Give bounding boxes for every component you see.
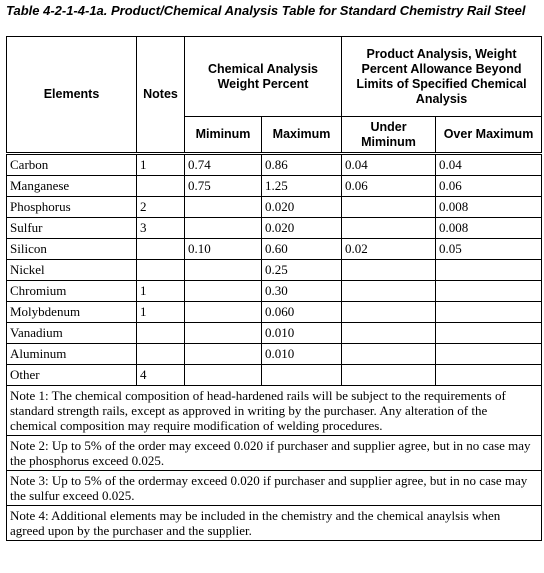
under-minimum-cell [342, 344, 436, 365]
table-row [7, 365, 542, 386]
note-cell: 2 [137, 197, 185, 218]
over-maximum-cell: 0.05 [436, 239, 542, 260]
note-cell: 4 [137, 365, 185, 386]
under-minimum-cell [342, 218, 436, 239]
note-4-text: Note 4: Additional elements may be included in the chemistry and the chemical anaylsis when agreed upon by the purchaser and the supplier. [7, 506, 542, 541]
header-notes: Notes [137, 37, 185, 154]
minimum-cell [185, 302, 262, 323]
under-minimum-cell [342, 197, 436, 218]
header-maximum: Maximum [262, 117, 342, 154]
over-maximum-cell [436, 323, 542, 344]
chemical-analysis-table [6, 36, 542, 541]
over-maximum-cell [436, 344, 542, 365]
element-cell: Sulfur [7, 218, 137, 239]
note-row [7, 506, 542, 541]
note-row [7, 471, 542, 506]
element-cell: Manganese [7, 176, 137, 197]
maximum-cell: 0.020 [262, 218, 342, 239]
note-cell [137, 323, 185, 344]
under-minimum-cell [342, 323, 436, 344]
table-row [7, 323, 542, 344]
minimum-cell: 0.75 [185, 176, 262, 197]
minimum-cell [185, 281, 262, 302]
table-row [7, 344, 542, 365]
maximum-cell: 0.020 [262, 197, 342, 218]
maximum-cell: 0.25 [262, 260, 342, 281]
maximum-cell: 0.010 [262, 344, 342, 365]
minimum-cell [185, 197, 262, 218]
note-1-text: Note 1: The chemical composition of head-hardened rails will be subject to the requirements of standard strength rails, except as approved in writing by the purchaser. Any alteration of the chemical composition may require modification of welding procedures. [7, 386, 542, 436]
over-maximum-cell [436, 302, 542, 323]
under-minimum-cell [342, 365, 436, 386]
table-row [7, 218, 542, 239]
under-minimum-cell: 0.02 [342, 239, 436, 260]
note-cell: 3 [137, 218, 185, 239]
element-cell: Carbon [7, 154, 137, 176]
note-cell [137, 239, 185, 260]
note-cell: 1 [137, 281, 185, 302]
maximum-cell: 0.86 [262, 154, 342, 176]
under-minimum-cell [342, 302, 436, 323]
under-minimum-cell: 0.06 [342, 176, 436, 197]
element-cell: Vanadium [7, 323, 137, 344]
header-chemical-analysis: Chemical Analysis Weight Percent [185, 37, 342, 117]
note-cell: 1 [137, 154, 185, 176]
minimum-cell [185, 323, 262, 344]
maximum-cell: 0.010 [262, 323, 342, 344]
minimum-cell: 0.74 [185, 154, 262, 176]
element-cell: Other [7, 365, 137, 386]
maximum-cell: 0.60 [262, 239, 342, 260]
over-maximum-cell: 0.008 [436, 197, 542, 218]
header-product-analysis: Product Analysis, Weight Percent Allowance Beyond Limits of Specified Chemical Analysis [342, 37, 542, 117]
over-maximum-cell: 0.008 [436, 218, 542, 239]
table-row [7, 154, 542, 176]
over-maximum-cell [436, 260, 542, 281]
minimum-cell [185, 365, 262, 386]
note-3-text: Note 3: Up to 5% of the ordermay exceed 0.020 if purchaser and supplier agree, but in no case may the sulfur exceed 0.025. [7, 471, 542, 506]
note-cell [137, 176, 185, 197]
note-row [7, 386, 542, 436]
minimum-cell [185, 344, 262, 365]
element-cell: Chromium [7, 281, 137, 302]
over-maximum-cell: 0.04 [436, 154, 542, 176]
over-maximum-cell [436, 281, 542, 302]
under-minimum-cell: 0.04 [342, 154, 436, 176]
note-row [7, 436, 542, 471]
header-elements: Elements [7, 37, 137, 154]
minimum-cell: 0.10 [185, 239, 262, 260]
header-minimum: Miminum [185, 117, 262, 154]
element-cell: Molybdenum [7, 302, 137, 323]
table-row [7, 239, 542, 260]
minimum-cell [185, 260, 262, 281]
note-cell [137, 260, 185, 281]
table-row [7, 197, 542, 218]
under-minimum-cell [342, 260, 436, 281]
maximum-cell [262, 365, 342, 386]
header-under-minimum: Under Miminum [342, 117, 436, 154]
table-title: Table 4-2-1-4-1a. Product/Chemical Analysis Table for Standard Chemistry Rail Steel [6, 3, 526, 18]
element-cell: Nickel [7, 260, 137, 281]
over-maximum-cell [436, 365, 542, 386]
maximum-cell: 0.060 [262, 302, 342, 323]
minimum-cell [185, 218, 262, 239]
over-maximum-cell: 0.06 [436, 176, 542, 197]
header-over-maximum: Over Maximum [436, 117, 542, 154]
table-row [7, 302, 542, 323]
maximum-cell: 1.25 [262, 176, 342, 197]
note-2-text: Note 2: Up to 5% of the order may exceed 0.020 if purchaser and supplier agree, but in no case may the phosphorus exceed 0.025. [7, 436, 542, 471]
element-cell: Silicon [7, 239, 137, 260]
table-row [7, 260, 542, 281]
table-row [7, 281, 542, 302]
note-cell [137, 344, 185, 365]
maximum-cell: 0.30 [262, 281, 342, 302]
note-cell: 1 [137, 302, 185, 323]
table-row [7, 176, 542, 197]
element-cell: Aluminum [7, 344, 137, 365]
under-minimum-cell [342, 281, 436, 302]
element-cell: Phosphorus [7, 197, 137, 218]
